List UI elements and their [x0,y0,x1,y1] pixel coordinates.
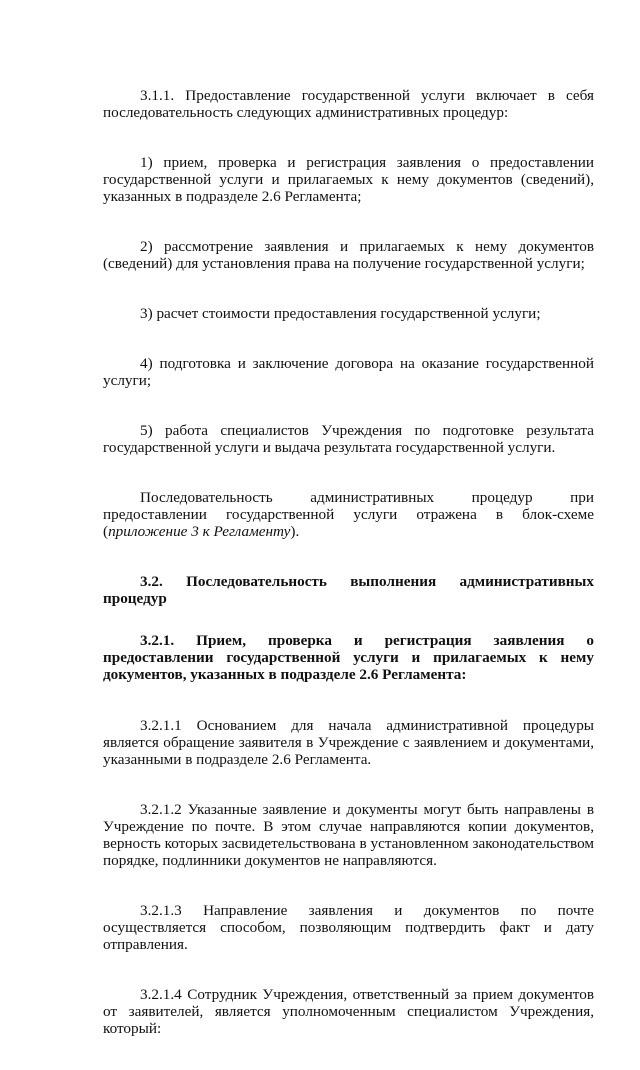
document-body [103,87,594,1070]
paragraph-3-2-1-2: 3.2.1.2 Указанные заявление и документы могут быть направлены в Учреждение по почте. В этом случае направляются копии документов, верность которых засвидетельствована в установленном законодательством порядке, подлинники документов не направляются. [103,801,594,869]
paragraph-3-1-1: 3.1.1. Предоставление государственной услуги включает в себя последовательность следующих административных процедур: [103,87,594,121]
procedure-item-4: 4) подготовка и заключение договора на оказание государственной услуги; [103,355,594,389]
sequence-text: Последовательность административных процедур при предоставлении государственной услуги отражена в блок-схеме ( [103,489,594,540]
procedure-item-2: 2) рассмотрение заявления и прилагаемых к нему документов (сведений) для установления права на получение государственной услуги; [103,238,594,272]
appendix-reference: приложение 3 к Регламенту [108,523,291,540]
paragraph-3-2-1-3: 3.2.1.3 Направление заявления и документов по почте осуществляется способом, позволяющим подтвердить факт и дату отправления. [103,902,594,953]
paragraph-3-2-1-1: 3.2.1.1 Основанием для начала административной процедуры является обращение заявителя в Учреждение с заявлением и документами, указанными в подразделе 2.6 Регламента. [103,717,594,768]
section-heading-3-2-1: 3.2.1. Прием, проверка и регистрация заявления о предоставлении государственной услуги и прилагаемых к нему документов, указанных в подразделе 2.6 Регламента: [103,632,594,683]
procedure-item-5: 5) работа специалистов Учреждения по подготовке результата государственной услуги и выдача результата государственной услуги. [103,422,594,456]
paragraph-3-2-1-4: 3.2.1.4 Сотрудник Учреждения, ответственный за прием документов от заявителей, является уполномоченным специалистом Учреждения, который: [103,986,594,1037]
procedure-item-3: 3) расчет стоимости предоставления государственной услуги; [140,305,541,322]
procedure-item-1: 1) прием, проверка и регистрация заявления о предоставлении государственной услуги и прилагаемых к нему документов (сведений), указанных в подразделе 2.6 Регламента; [103,154,594,205]
sequence-paragraph [103,489,594,540]
section-heading-3-2: 3.2. Последовательность выполнения административных процедур [103,573,594,607]
sequence-end: ). [290,523,300,540]
